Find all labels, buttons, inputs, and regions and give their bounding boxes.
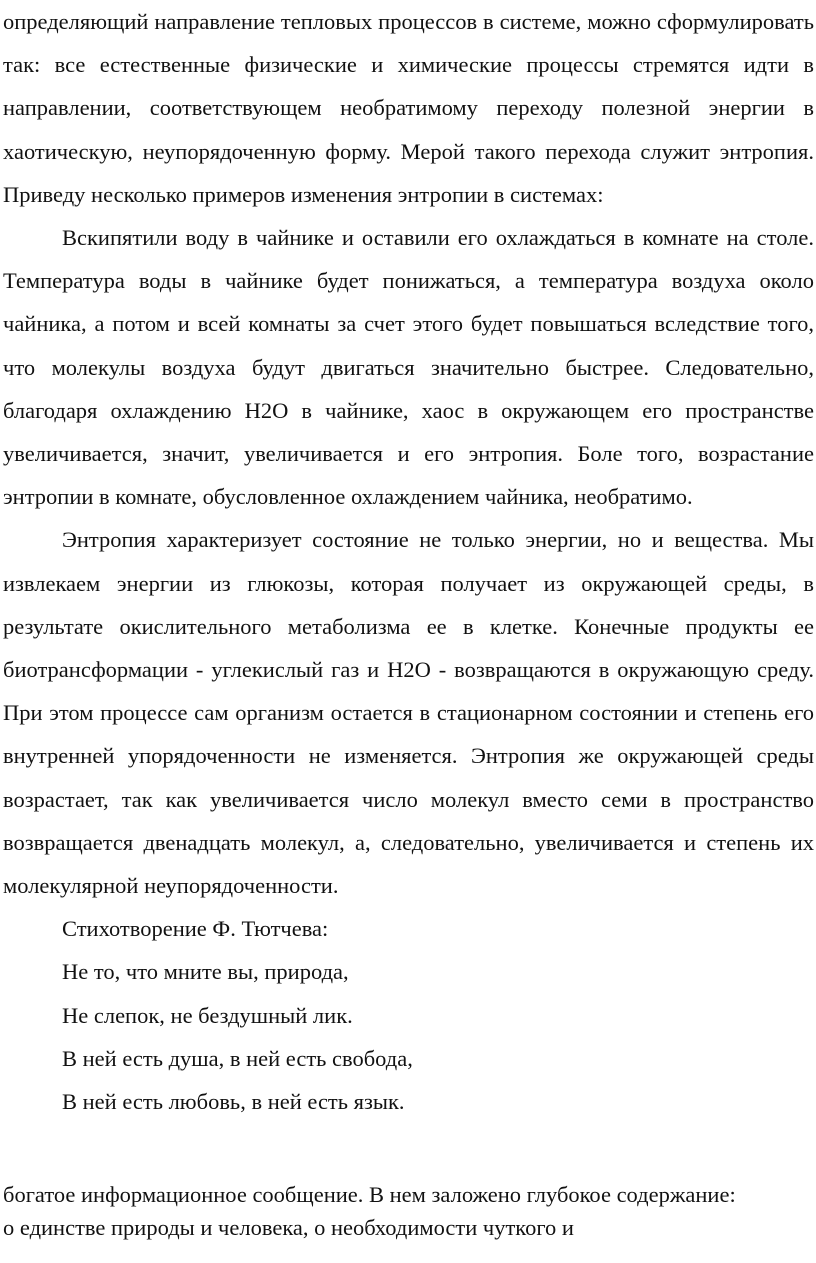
paragraph-kettle-example: Вскипятили воду в чайнике и оставили его охлаждаться в комнате на столе. Температура воды в чайнике будет понижаться, а температура воздуха около чайника, а потом и всей комнаты за счет этого будет повышаться вследствие того, что молекулы воздуха будут двигаться значительно быстрее. Следовательно, благодаря охлаждению Н2О в чайнике, хаос в окружающем его пространстве увеличивается, значит, увеличивается и его энтропия. Боле того, возрастание энтропии в комнате, обусловленное охлаждением чайника, необратимо. — [3, 225, 814, 510]
poem-intro: Стихотворение Ф. Тютчева: — [62, 916, 329, 942]
poem-line: Не то, что мните вы, природа, — [62, 959, 349, 985]
poem-line: В ней есть душа, в ней есть свобода, — [62, 1045, 413, 1071]
poem-line: Не слепок, не бездушный лик. — [62, 1002, 353, 1028]
poem-line: В ней есть любовь, в ней есть язык. — [62, 1089, 405, 1115]
tail-line: о единстве природы и человека, о необходимости чуткого и — [3, 1215, 574, 1240]
tail-line: богатое информационное сообщение. В нем заложено глубокое содержание: — [3, 1182, 736, 1207]
paragraph-glucose-example: Энтропия характеризует состояние не только энергии, но и вещества. Мы извлекаем энергии из глюкозы, которая получает из окружающей среды, в результате окислительного метаболизма ее в клетке. Конечные продукты ее биотрансформации - углекислый газ и Н2О - возвращаются в окружающую среду. При этом процессе сам организм остается в стационарном состоянии и степень его внутренней упорядоченности не изменяется. Энтропия же окружающей среды возрастает, так как увеличивается число молекул вместо семи в пространство возвращается двенадцать молекул, а, следовательно, увеличивается и степень их молекулярной неупорядоченности. — [3, 527, 814, 899]
paragraph-entropy-definition: определяющий направление тепловых процессов в системе, можно сформулировать так: все естественные физические и химические процессы стремятся идти в направлении, соответствующем необратимому переходу полезной энергии в хаотическую, неупорядоченную форму. Мерой такого перехода служит энтропия. Приведу несколько примеров изменения энтропии в системах: — [3, 9, 814, 207]
document-body — [3, 0, 814, 1123]
trailing-text — [3, 1178, 814, 1244]
